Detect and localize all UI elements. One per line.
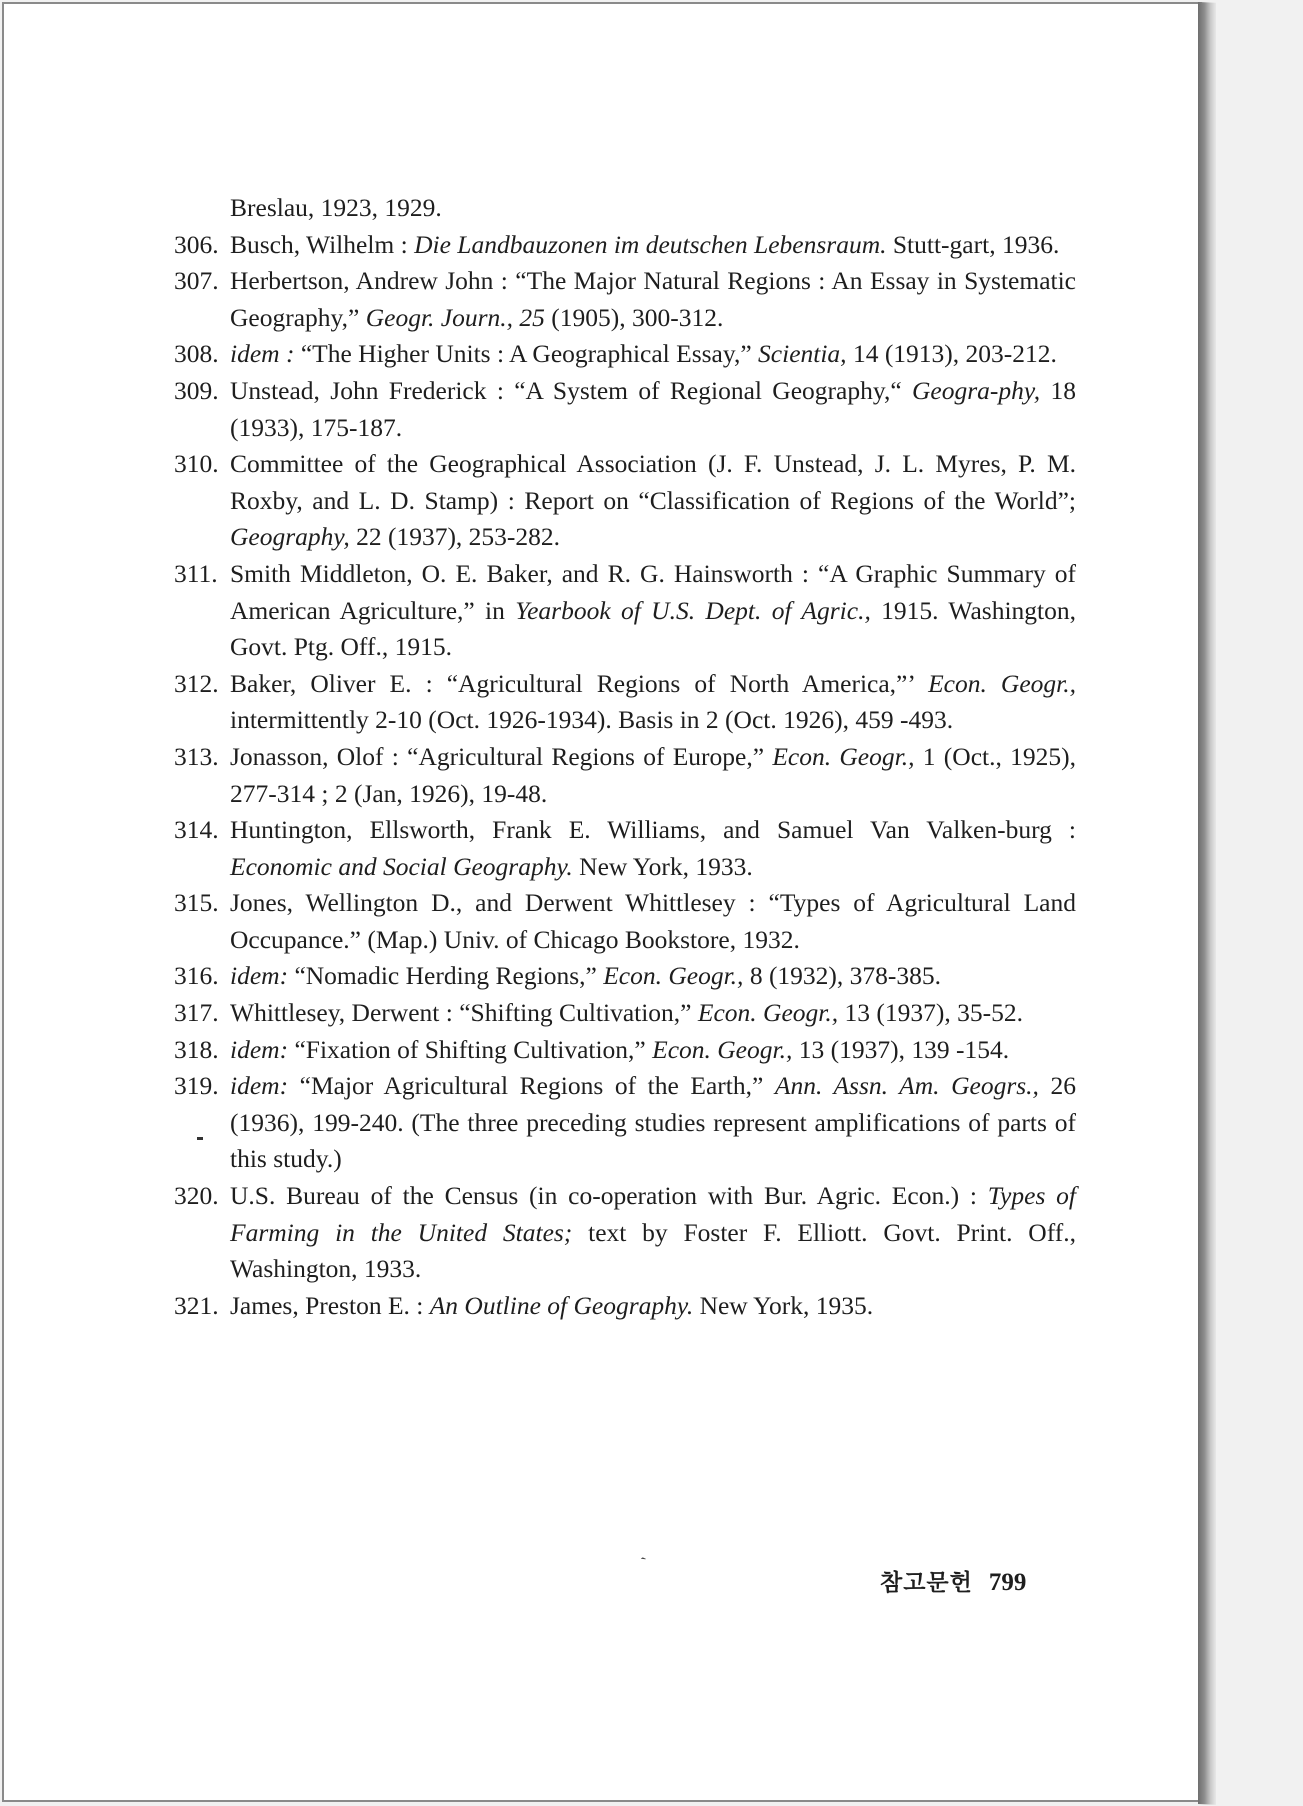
- reference-316: [174, 958, 1076, 995]
- reference-text: Jones, Wellington D., and Derwent Whittlesey : “Types of Agricultural Land Occupance.” (Map.) Univ. of Chicago Bookstore, 1932.: [230, 888, 1076, 954]
- reference-details: intermittently 2-10 (Oct. 1926-1934). Basis in 2 (Oct. 1926), 459 -493.: [230, 705, 954, 735]
- stray-pen-mark: ˏ: [630, 1539, 648, 1563]
- reference-journal: Econ. Geogr.,: [603, 961, 744, 991]
- reference-318: [174, 1032, 1076, 1069]
- reference-title: “Fixation of Shifting Cultivation,”: [288, 1034, 653, 1064]
- reference-number: 307.: [174, 266, 219, 296]
- reference-311: [174, 556, 1076, 666]
- reference-journal: Econ. Geogr.,: [652, 1034, 793, 1064]
- reference-title: Types of Farming in the United States;: [230, 1181, 1076, 1247]
- reference-title: Die Landbauzonen im deutschen Lebensraum.: [414, 229, 887, 259]
- reference-list: [174, 190, 1076, 1324]
- reference-journal: Geogr. Journ., 25: [365, 302, 545, 332]
- reference-313: [174, 739, 1076, 812]
- reference-315: [174, 885, 1076, 958]
- reference-317: [174, 995, 1076, 1032]
- reference-number: 319.: [174, 1071, 219, 1101]
- reference-number: 315.: [174, 888, 219, 918]
- reference-author-title: Committee of the Geographical Association (J. F. Unstead, J. L. Myres, P. M. Roxby, and L. D. Stamp) : Report on “Classification of Regions of the World”;: [230, 449, 1076, 515]
- reference-308: [174, 336, 1076, 373]
- reference-text: Breslau, 1923, 1929.: [230, 193, 442, 222]
- reference-author-title: Unstead, John Frederick : “A System of Regional Geography,“: [230, 375, 912, 405]
- reference-number: 317.: [174, 998, 219, 1028]
- page-footer: [880, 1564, 1026, 1597]
- reference-details: 1915. Washington, Govt. Ptg. Off., 1915.: [230, 595, 1076, 662]
- reference-number: 308.: [174, 339, 219, 369]
- reference-details: 18 (1933), 175-187.: [230, 375, 1077, 442]
- reference-309: [174, 373, 1076, 446]
- reference-number: 312.: [174, 668, 219, 698]
- reference-details: New York, 1935.: [693, 1290, 874, 1320]
- reference-journal: Scientia,: [758, 339, 847, 369]
- reference-number: 314.: [174, 815, 219, 845]
- reference-307: [174, 263, 1076, 336]
- reference-details: (1905), 300-312.: [544, 302, 724, 332]
- reference-305-continuation: [174, 190, 1076, 227]
- page-number: 799: [988, 1569, 1027, 1596]
- reference-details: 13 (1937), 139 -154.: [792, 1034, 1010, 1064]
- reference-details: text by Foster F. Elliott. Govt. Print. Off., Washington, 1933.: [230, 1217, 1076, 1284]
- reference-number: 310.: [174, 449, 219, 479]
- reference-journal: Ann. Assn. Am. Geogrs.,: [774, 1071, 1039, 1101]
- reference-idem: idem:: [230, 961, 289, 991]
- reference-details: 13 (1937), 35-52.: [838, 998, 1023, 1028]
- reference-author-title: Smith Middleton, O. E. Baker, and R. G. Hainsworth : “A Graphic Summary of American Agriculture,” in: [230, 558, 1076, 625]
- reference-journal: Econ. Geogr.,: [772, 741, 915, 771]
- reference-title: Economic and Social Geography.: [230, 851, 573, 881]
- reference-author-title: Baker, Oliver E. : “Agricultural Regions of North America,”’: [230, 668, 929, 698]
- reference-details: 22 (1937), 253-282.: [349, 522, 561, 552]
- reference-details: Stutt-gart, 1936.: [886, 229, 1060, 259]
- reference-journal: Geogra-phy,: [911, 375, 1041, 405]
- section-label: 참고문헌: [880, 1570, 973, 1596]
- reference-author: James, Preston E. :: [230, 1290, 430, 1320]
- reference-number: 311.: [174, 558, 218, 588]
- reference-author-title: Jonasson, Olof : “Agricultural Regions of Europe,”: [230, 741, 773, 771]
- reference-number: 309.: [174, 375, 219, 405]
- reference-321: [174, 1288, 1076, 1325]
- reference-journal: Econ. Geogr.,: [928, 668, 1076, 698]
- reference-320: [174, 1178, 1076, 1288]
- reference-number: 318.: [174, 1034, 219, 1064]
- reference-journal: Geography,: [230, 522, 350, 552]
- page-edge-shadow: [1198, 2, 1216, 1805]
- reference-306: [174, 227, 1076, 264]
- reference-314: [174, 812, 1076, 885]
- reference-author: U.S. Bureau of the Census (in co-operation with Bur. Agric. Econ.) :: [230, 1181, 988, 1211]
- reference-author: Busch, Wilhelm :: [230, 229, 415, 259]
- reference-312: [174, 666, 1076, 739]
- reference-310: [174, 446, 1076, 556]
- reference-author-title: Herbertson, Andrew John : “The Major Natural Regions : An Essay in Systematic Geography,”: [230, 266, 1076, 332]
- reference-details: 8 (1932), 378-385.: [743, 961, 942, 991]
- reference-number: 313.: [174, 741, 219, 771]
- reference-idem: idem :: [230, 339, 301, 369]
- reference-title: “Nomadic Herding Regions,”: [288, 961, 604, 991]
- reference-details: New York, 1933.: [572, 851, 753, 881]
- reference-author-title: Whittlesey, Derwent : “Shifting Cultivation,”: [230, 998, 698, 1028]
- reference-details: 14 (1913), 203-212.: [846, 339, 1057, 369]
- reference-authors: Huntington, Ellsworth, Frank E. Williams, and Samuel Van Valken-burg :: [230, 815, 1076, 845]
- reference-title: “Major Agricultural Regions of the Earth,”: [288, 1071, 775, 1101]
- reference-details: 26 (1936), 199-240. (The three preceding studies represent amplifications of parts of this study.): [230, 1071, 1077, 1174]
- reference-number: 316.: [174, 961, 219, 991]
- reference-journal: Yearbook of U.S. Dept. of Agric.,: [515, 595, 871, 625]
- reference-details: 1 (Oct., 1925), 277-314 ; 2 (Jan, 1926), 19-48.: [230, 741, 1076, 808]
- reference-title: “The Higher Units : A Geographical Essay,”: [300, 339, 759, 369]
- reference-319: [174, 1068, 1076, 1178]
- reference-idem: idem:: [230, 1071, 289, 1101]
- reference-title: An Outline of Geography.: [429, 1290, 694, 1320]
- reference-number: 306.: [174, 229, 219, 259]
- reference-number: 321.: [174, 1290, 219, 1320]
- reference-journal: Econ. Geogr.,: [697, 998, 839, 1028]
- reference-number: 320.: [174, 1181, 219, 1211]
- reference-idem: idem:: [230, 1034, 289, 1064]
- stray-dot-mark: [197, 1137, 203, 1140]
